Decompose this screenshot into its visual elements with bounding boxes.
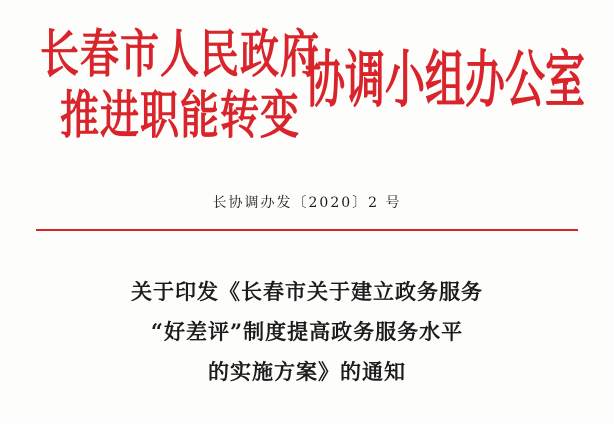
- document-title-line-1: 关于印发《长春市关于建立政务服务: [131, 279, 483, 304]
- masthead-line-2: 推进职能转变: [59, 85, 300, 147]
- masthead-line-1: 长春市人民政府: [39, 24, 320, 86]
- masthead-left-block: [30, 24, 330, 147]
- document-title-line-3: 的实施方案》的通知: [208, 359, 406, 384]
- document-title: [0, 272, 614, 392]
- masthead-line-3: 协调小组办公室: [305, 43, 585, 117]
- red-separator-rule: [36, 229, 578, 231]
- document-number: 长协调办发〔2020〕2 号: [212, 195, 402, 211]
- masthead-right-block: [300, 43, 590, 117]
- document-title-line-2: “好差评”制度提高政务服务水平: [150, 319, 464, 344]
- document-masthead: [0, 0, 614, 147]
